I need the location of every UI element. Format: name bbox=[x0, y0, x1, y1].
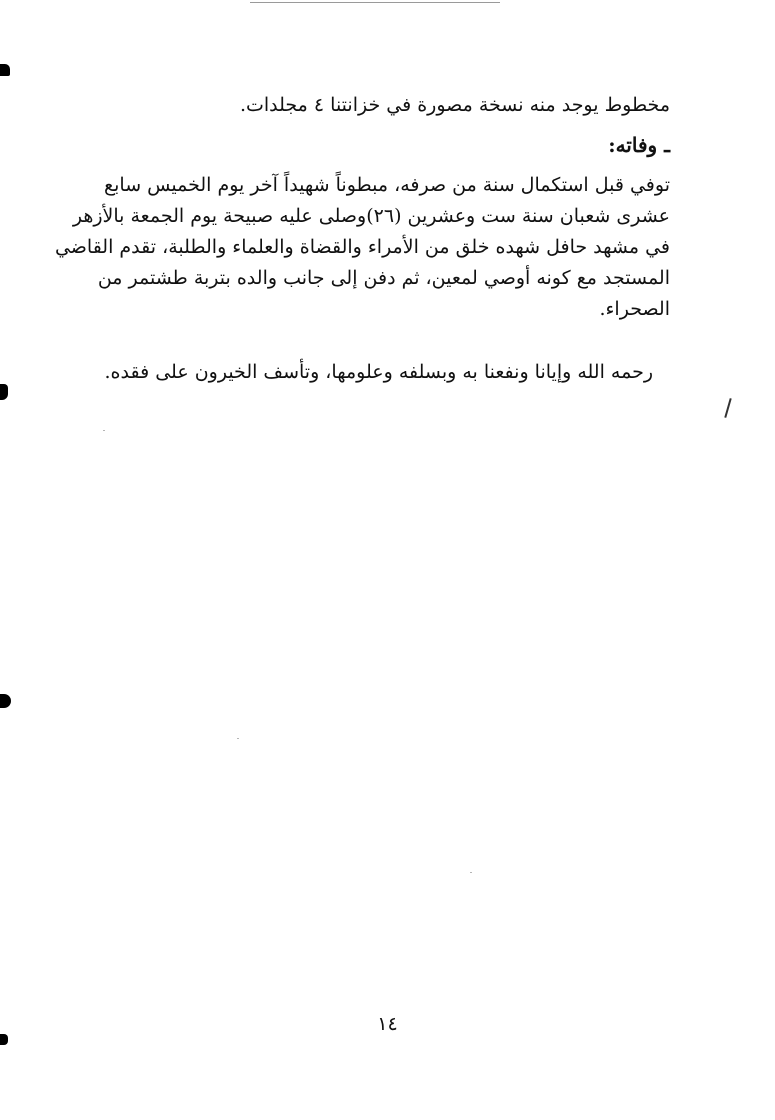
closing-line: رحمه الله وإيانا ونفعنا به وبسلفه وعلومها، وتأسف الخيرون على فقده. bbox=[104, 361, 653, 383]
binding-mark bbox=[0, 64, 10, 76]
binding-mark bbox=[0, 384, 8, 400]
scan-speck bbox=[237, 738, 239, 739]
intro-line: مخطوط يوجد منه نسخة مصورة في خزانتنا ٤ مجلدات. bbox=[239, 94, 670, 116]
paragraph-line: توفي قبل استكمال سنة من صرفه، مبطوناً شهيداً آخر يوم الخميس سابع bbox=[104, 174, 670, 196]
paragraph-line: المستجد مع كونه أوصي لمعين، ثم دفن إلى جانب والده بتربة طشتمر من bbox=[97, 267, 670, 289]
intro-text bbox=[110, 90, 670, 121]
scan-speck bbox=[470, 872, 472, 873]
section-heading: ـ وفاته: bbox=[608, 133, 670, 157]
scan-edge-line bbox=[250, 2, 500, 3]
paragraph-line: الصحراء. bbox=[599, 298, 670, 320]
binding-mark bbox=[0, 694, 11, 708]
stray-pen-mark bbox=[724, 398, 731, 418]
closing-text bbox=[104, 357, 653, 388]
binding-mark bbox=[0, 1034, 8, 1045]
scan-speck bbox=[103, 430, 105, 431]
paragraph-line: في مشهد حافل شهده خلق من الأمراء والقضاة والعلماء والطلبة، تقدم القاضي bbox=[54, 236, 670, 258]
paragraph-line: عشرى شعبان سنة ست وعشرين (٢٦)وصلى عليه صبيحة يوم الجمعة بالأزهر bbox=[72, 205, 670, 227]
page-number: ١٤ bbox=[377, 1013, 398, 1035]
death-paragraph bbox=[54, 170, 670, 325]
